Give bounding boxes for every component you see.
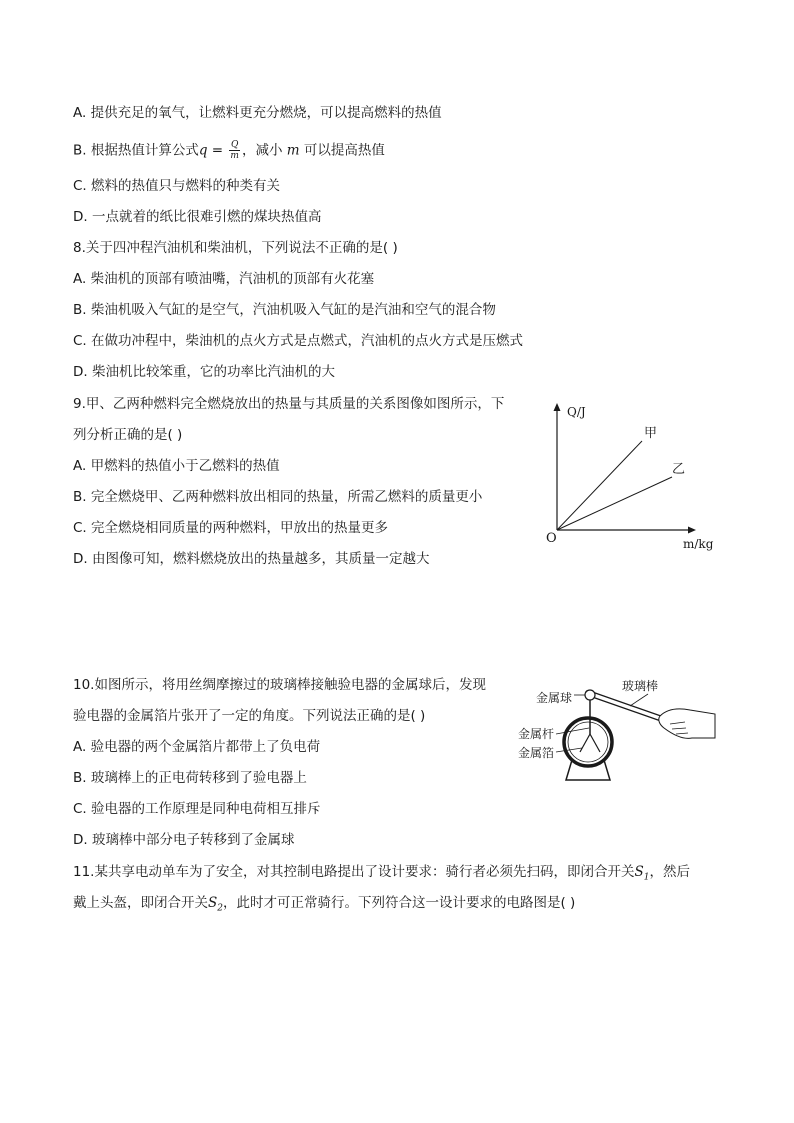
q10-option-a: A. 验电器的两个金属箔片都带上了负电荷 [73, 739, 321, 755]
q8-option-d: D. 柴油机比较笨重，它的功率比汽油机的大 [73, 364, 335, 380]
label-metal-stem: 金属杆 [518, 727, 555, 741]
q10-option-c: C. 验电器的工作原理是同种电荷相互排斥 [73, 801, 321, 817]
hand [659, 709, 715, 739]
q7-option-a: A. 提供充足的氧气，让燃料更充分燃烧，可以提高燃料的热值 [73, 105, 442, 121]
q10-option-b: B. 玻璃棒上的正电荷转移到了验电器上 [73, 770, 307, 786]
label-metal-ball: 金属球 [536, 691, 573, 705]
x-axis-label: m/kg [683, 537, 714, 551]
fraction-numerator: Q [230, 140, 239, 150]
line-jia [557, 441, 642, 530]
q9-stem-line2: 列分析正确的是( ) [73, 427, 183, 443]
q9-option-b: B. 完全燃烧甲、乙两种燃料放出相同的热量，所需乙燃料的质量更小 [73, 489, 483, 505]
formula-fraction [229, 140, 240, 161]
origin-label: O [546, 531, 557, 546]
q8-option-b: B. 柴油机吸入气缸的是空气，汽油机吸入气缸的是汽油和空气的混合物 [73, 302, 496, 318]
q11-stem-line1 [73, 863, 690, 887]
q11-stem-line2 [73, 894, 575, 918]
q9-option-c: C. 完全燃烧相同质量的两种燃料，甲放出的热量更多 [73, 520, 389, 536]
q8-option-a: A. 柴油机的顶部有喷油嘴，汽油机的顶部有火花塞 [73, 271, 375, 287]
formula-q: q [198, 142, 208, 159]
q10-stem-line1: 10.如图所示，将用丝绸摩擦过的玻璃棒接触验电器的金属球后，发现 [73, 677, 486, 693]
label-metal-foil: 金属箔 [518, 746, 555, 760]
line-yi-label: 乙 [672, 462, 686, 477]
fraction-denominator: m [230, 151, 239, 161]
q11-stem-line2-text: 戴上头盔，即闭合开关 [73, 895, 208, 911]
metal-ball [585, 690, 595, 700]
line-yi [557, 477, 672, 530]
line-jia-label: 甲 [644, 426, 658, 441]
q9-graph-figure [535, 395, 725, 560]
q7-option-c: C. 燃料的热值只与燃料的种类有关 [73, 178, 281, 194]
electroscope-jar [564, 718, 612, 766]
q7-option-d: D. 一点就着的纸比很难引燃的煤块热值高 [73, 209, 322, 225]
variable-m: m [286, 142, 300, 159]
q10-option-d: D. 玻璃棒中部分电子转移到了金属球 [73, 832, 295, 848]
q7-option-b-middle: ，减小 [241, 142, 287, 159]
label-glass-rod: 玻璃棒 [622, 679, 659, 693]
q11-stem-line1-text: 11.某共享电动单车为了安全，对其控制电路提出了设计要求：骑行者必须先扫码，即闭合开关 [73, 864, 635, 880]
q11-stem-line1-end: ，然后 [649, 864, 690, 880]
y-axis-label: Q/J [567, 405, 586, 419]
switch-s2: $S_2$ [208, 895, 223, 914]
q10-stem-line2: 验电器的金属箔片张开了一定的角度。下列说法正确的是( ) [73, 708, 426, 724]
x-axis-arrow [688, 527, 696, 534]
switch-s1: $S_1$ [634, 864, 650, 883]
q8-option-c: C. 在做功冲程中，柴油机的点火方式是点燃式，汽油机的点火方式是压燃式 [73, 333, 524, 349]
q10-electroscope-figure [510, 672, 730, 794]
formula-equals: = [207, 142, 228, 159]
q7-option-b-prefix: B. 根据热值计算公式 [73, 142, 199, 159]
q7-option-b [73, 140, 385, 161]
q9-stem-line1: 9.甲、乙两种燃料完全燃烧放出的热量与其质量的关系图像如图所示，下 [73, 396, 505, 412]
y-axis-arrow [554, 403, 561, 411]
q11-stem-line2-end: ，此时才可正常骑行。下列符合这一设计要求的电路图是( ) [222, 895, 576, 911]
q9-option-a: A. 甲燃料的热值小于乙燃料的热值 [73, 458, 280, 474]
q9-option-d: D. 由图像可知，燃料燃烧放出的热量越多，其质量一定越大 [73, 551, 430, 567]
q8-stem: 8.关于四冲程汽油机和柴油机，下列说法不正确的是( ) [73, 240, 398, 256]
q7-option-b-suffix: 可以提高热值 [299, 142, 385, 159]
